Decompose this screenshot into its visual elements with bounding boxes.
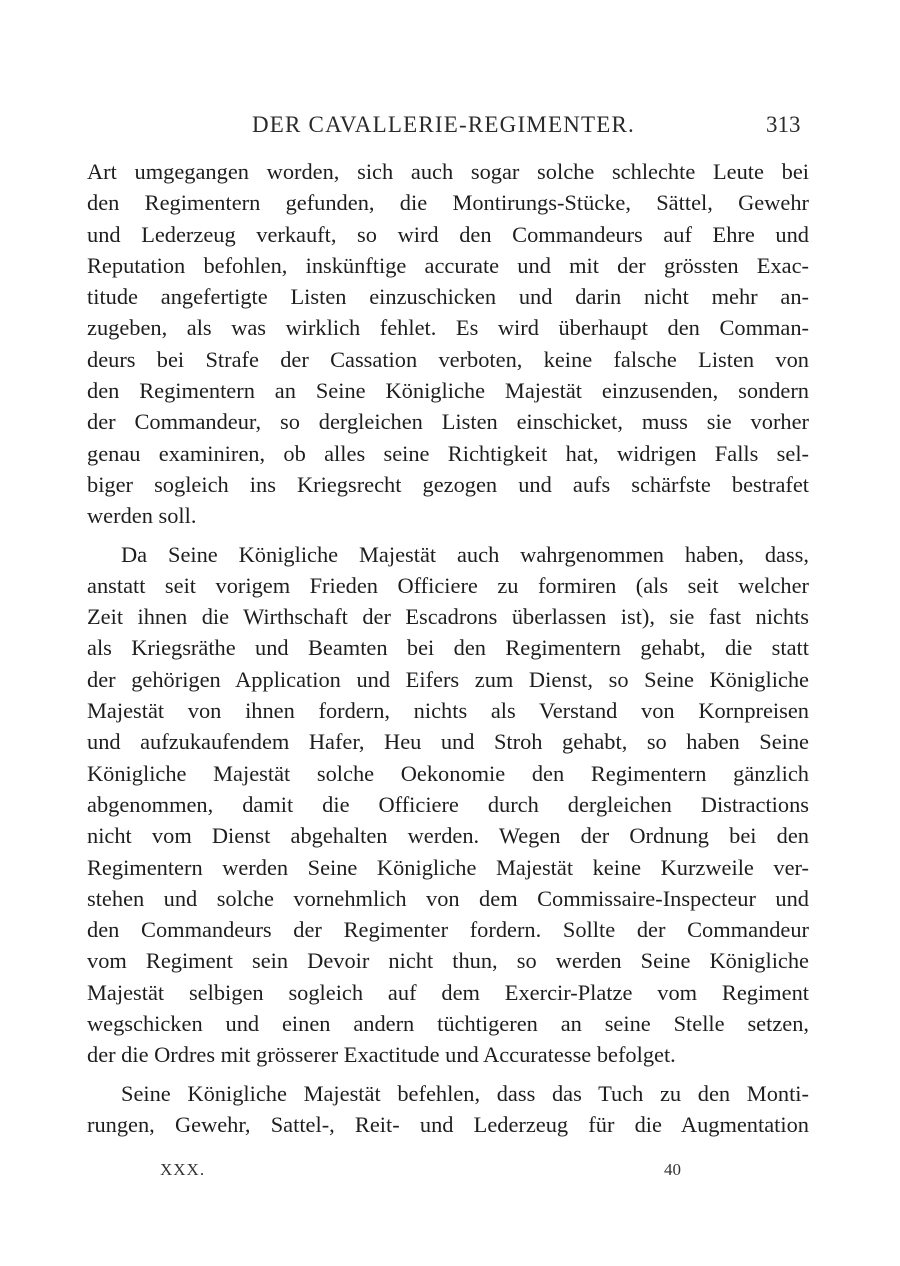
text-line: Königliche Majestät solche Oekonomie den Regimentern gänzlich [87,760,809,786]
paragraph-3 [87,1078,809,1141]
text-line: rungen, Gewehr, Sattel-, Reit- und Lederzeug für die Augmentation [87,1111,809,1137]
running-head [0,112,900,142]
sheet-number: 40 [664,1160,681,1179]
text-line: Regimentern werden Seine Königliche Majestät keine Kurzweile ver- [87,854,809,880]
text-line: Seine Königliche Majestät befehlen, dass das Tuch zu den Monti- [121,1080,809,1106]
text-line: der die Ordres mit grösserer Exactitude und Accuratesse befolget. [87,1042,676,1068]
text-line: zugeben, als was wirklich fehlet. Es wird überhaupt den Comman- [87,315,809,341]
signature-mark: XXX. [160,1160,206,1179]
text-line: als Kriegsräthe und Beamten bei den Regimentern gehabt, die statt [87,635,809,661]
text-line: der Commandeur, so dergleichen Listen einschicket, muss sie vorher [87,409,809,435]
text-line: Majestät von ihnen fordern, nichts als Verstand von Kornpreisen [87,698,809,724]
paragraph-1 [87,156,809,532]
text-line: und aufzukaufendem Hafer, Heu und Stroh gehabt, so haben Seine [87,729,809,755]
text-line: den Commandeurs der Regimenter fordern. Sollte der Commandeur [87,917,809,943]
page-footer [0,1160,900,1188]
text-line: stehen und solche vornehmlich von dem Commissaire-Inspecteur und [87,885,809,911]
text-line: Da Seine Königliche Majestät auch wahrgenommen haben, dass, [121,541,809,567]
text-line: Zeit ihnen die Wirthschaft der Escadrons überlassen ist), sie fast nichts [87,604,809,630]
text-line: deurs bei Strafe der Cassation verboten, keine falsche Listen von [87,346,809,372]
text-line: den Regimentern gefunden, die Montirungs-Stücke, Sättel, Gewehr [87,190,809,216]
text-line: wegschicken und einen andern tüchtigeren an seine Stelle setzen, [87,1011,809,1037]
text-line: und Lederzeug verkauft, so wird den Commandeurs auf Ehre und [87,221,809,247]
text-line: der gehörigen Application und Eifers zum Dienst, so Seine Königliche [87,666,809,692]
text-line: anstatt seit vorigem Frieden Officiere zu formiren (als seit welcher [87,572,809,598]
text-line: abgenommen, damit die Officiere durch dergleichen Distractions [87,791,809,817]
text-line: Majestät selbigen sogleich auf dem Exercir-Platze vom Regiment [87,979,809,1005]
paragraph-2 [87,539,809,1071]
text-line: vom Regiment sein Devoir nicht thun, so werden Seine Königliche [87,948,809,974]
text-line: Art umgegangen worden, sich auch sogar solche schlechte Leute bei [87,159,809,184]
page-number: 313 [766,112,801,137]
text-line: den Regimentern an Seine Königliche Majestät einzusenden, sondern [87,378,809,404]
text-line: Reputation befohlen, inskünftige accurate und mit der grössten Exac- [87,252,809,278]
running-title: DER CAVALLERIE-REGIMENTER. [252,112,636,137]
text-line: titude angefertigte Listen einzuschicken und darin nicht mehr an- [87,284,809,310]
text-line: biger sogleich ins Kriegsrecht gezogen und aufs schärfste bestrafet [87,471,809,497]
text-line: genau examiniren, ob alles seine Richtigkeit hat, widrigen Falls sel- [87,440,809,466]
body-text [87,156,809,1140]
text-line: werden soll. [87,503,197,529]
text-line: nicht vom Dienst abgehalten werden. Wegen der Ordnung bei den [87,823,809,849]
